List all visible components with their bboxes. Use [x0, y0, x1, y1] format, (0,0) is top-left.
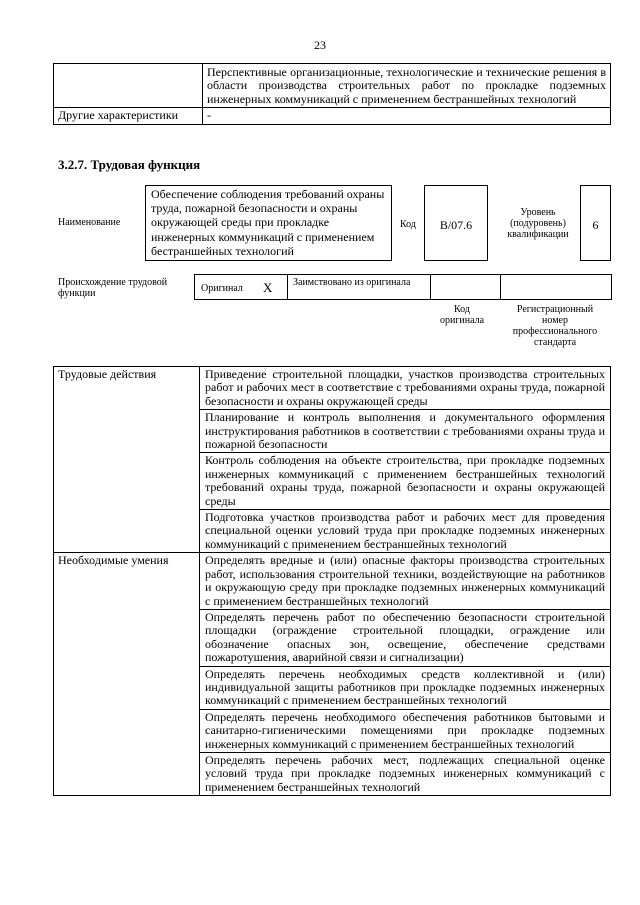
skill: Определять перечень рабочих мест, подлежащих специальной оценке условий труда при прокладке подземных инженерных коммуникаций с применением бестраншейных технологий	[200, 752, 611, 795]
main-table	[53, 366, 611, 796]
skill: Определять вредные и (или) опасные факторы производства строительных работ, использования строительной техники, воздействующие на работников и окружающую среду при прокладке подземных инженерных коммуникаций с применением бестраншейных технологий	[200, 553, 611, 610]
table-row	[54, 553, 611, 610]
original-mark: X	[263, 280, 273, 295]
skill: Определять перечень необходимых средств коллективной и (или) индивидуальной защиты работников при прокладке подземных инженерных коммуникаций с применением бестраншейных технологий	[200, 666, 611, 709]
level-label: Уровень (подуровень) квалификации	[507, 207, 569, 240]
original-label: Оригинал	[201, 283, 243, 294]
divider	[500, 275, 501, 299]
code-label: Код	[400, 219, 416, 230]
divider	[430, 275, 431, 299]
skill: Определять перечень работ по обеспечению безопасности строительной площадки (ограждение строительной площадки, ограждение или обозначение опасных зон, освещение, обеспечение средствами пожаротушения, аварийной связи и сигнализации)	[200, 609, 611, 666]
function-name-box: Обеспечение соблюдения требований охраны труда, пожарной безопасности и охраны окружающей среды при прокладке инженерных коммуникаций с применением бестраншейных технологий	[145, 185, 392, 261]
labor-action: Подготовка участков производства работ и рабочих мест для проведения специальной оценки условий труда при прокладке подземных инженерных коммуникаций с применением бестраншейных технологий	[200, 510, 611, 553]
table-row	[54, 367, 611, 410]
row-value: -	[203, 108, 611, 124]
skills-label: Необходимые умения	[54, 553, 200, 796]
empty-cell	[54, 64, 203, 108]
reg-caption: Регистрационный номер профессионального стандарта	[512, 304, 598, 348]
divider	[287, 275, 288, 299]
section-title: 3.2.7. Трудовая функция	[58, 157, 201, 172]
row-text: Перспективные организационные, технологические и технические решения в области производства строительных работ по прокладке подземных инженерных коммуникаций с применением бестраншейных технологий	[203, 64, 611, 108]
skill: Определять перечень необходимого обеспечения работников бытовыми и санитарно-гигиеническими помещениями при прокладке подземных инженерных коммуникаций с применением бестраншейных технологий	[200, 709, 611, 752]
origin-label: Происхождение трудовой функции	[58, 277, 168, 299]
table-row	[54, 64, 611, 108]
code-caption: Код оригинала	[439, 304, 485, 326]
labor-action: Контроль соблюдения на объекте строительства, при прокладке подземных инженерных коммуникаций с применением бестраншейных технологий требований охраны труда, пожарной безопасности и охраны окружающей среды	[200, 453, 611, 510]
page-number: 23	[314, 38, 326, 52]
top-table	[53, 63, 611, 125]
origin-box	[194, 274, 612, 300]
code-value-box: B/07.6	[424, 185, 488, 261]
row-label: Другие характеристики	[54, 108, 203, 124]
labor-action: Планирование и контроль выполнения и документального оформления инструктирования работников в соответствии с требованиями охраны труда и пожарной безопасности	[200, 410, 611, 453]
name-label: Наименование	[58, 217, 121, 228]
level-value-box: 6	[580, 185, 611, 261]
borrowed-label: Заимствовано из оригинала	[293, 277, 411, 288]
labor-action: Приведение строительной площадки, участков производства строительных работ и рабочих мест в соответствие с требованиями охраны труда, пожарной безопасности и охраны окружающей среды	[200, 367, 611, 410]
table-row	[54, 108, 611, 124]
labor-actions-label: Трудовые действия	[54, 367, 200, 553]
